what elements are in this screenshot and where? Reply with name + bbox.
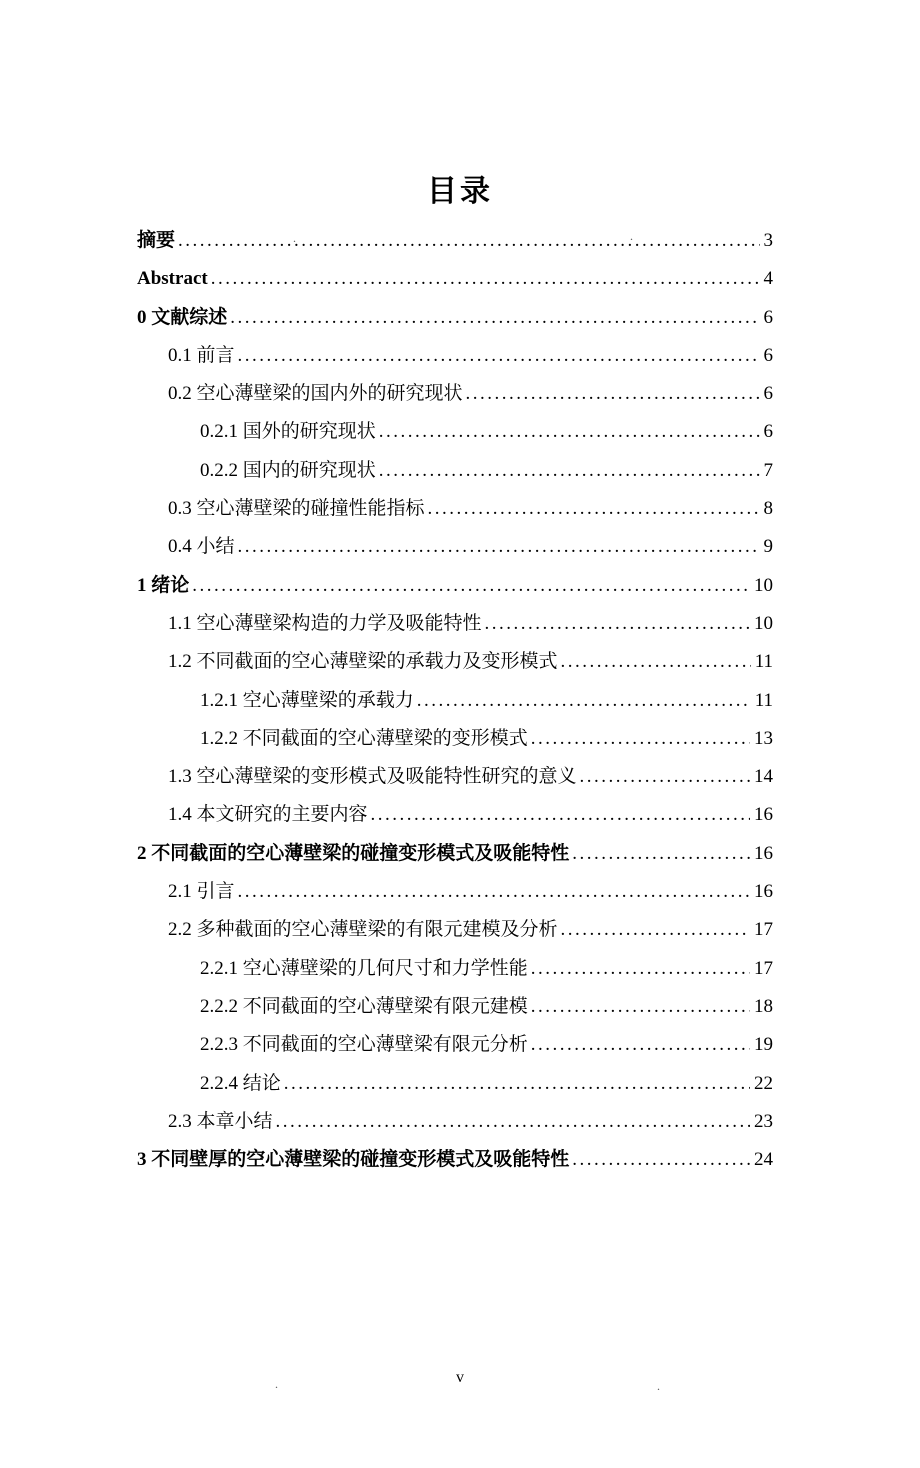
table-of-contents bbox=[137, 222, 773, 1179]
stray-mark: . bbox=[275, 1377, 278, 1391]
toc-entry-label: 0 文献综述 bbox=[137, 306, 228, 328]
toc-entry-page: 9 bbox=[763, 536, 773, 558]
toc-entry[interactable] bbox=[137, 337, 773, 375]
toc-entry[interactable] bbox=[137, 490, 773, 528]
toc-leader-dots bbox=[379, 452, 760, 490]
toc-entry-label: 2.3 本章小结 bbox=[168, 1110, 273, 1132]
toc-leader-dots bbox=[531, 988, 750, 1026]
toc-entry-label: 1.1 空心薄壁梁构造的力学及吸能特性 bbox=[168, 612, 482, 634]
toc-entry-page: 11 bbox=[754, 651, 773, 673]
toc-entry-label: 1.2 不同截面的空心薄壁梁的承载力及变形模式 bbox=[168, 651, 558, 673]
page-footer-number: v bbox=[456, 1369, 464, 1386]
toc-entry-page: 17 bbox=[754, 919, 773, 941]
toc-entry-label: 0.2.2 国内的研究现状 bbox=[200, 459, 376, 481]
toc-leader-dots bbox=[230, 299, 759, 337]
toc-entry-page: 18 bbox=[754, 995, 773, 1017]
toc-leader-dots bbox=[531, 950, 750, 988]
toc-entry-page: 3 bbox=[763, 230, 773, 251]
toc-entry-page: 11 bbox=[754, 689, 773, 711]
toc-entry[interactable] bbox=[137, 528, 773, 566]
page-title: 目录 bbox=[427, 175, 493, 208]
toc-leader-dots bbox=[466, 375, 760, 413]
toc-entry-label: 1.2.2 不同截面的空心薄壁梁的变形模式 bbox=[200, 727, 528, 749]
toc-entry-page: 13 bbox=[754, 727, 773, 749]
toc-entry-page: 8 bbox=[763, 498, 773, 520]
toc-leader-dots bbox=[192, 567, 750, 605]
toc-entry-label: 0.3 空心薄壁梁的碰撞性能指标 bbox=[168, 498, 425, 520]
toc-entry-page: 7 bbox=[763, 459, 773, 481]
toc-entry-page: 17 bbox=[754, 957, 773, 979]
toc-entry[interactable] bbox=[137, 758, 773, 796]
toc-entry[interactable] bbox=[137, 796, 773, 834]
toc-entry-page: 16 bbox=[754, 842, 773, 864]
toc-entry[interactable] bbox=[137, 1065, 773, 1103]
toc-entry[interactable] bbox=[137, 988, 773, 1026]
toc-entry[interactable] bbox=[137, 222, 773, 260]
toc-leader-dots bbox=[238, 873, 750, 911]
toc-entry-label: 2.1 引言 bbox=[168, 881, 235, 903]
toc-leader-dots bbox=[211, 260, 760, 298]
toc-entry-page: 6 bbox=[763, 383, 773, 405]
toc-leader-dots bbox=[485, 605, 750, 643]
toc-entry[interactable] bbox=[137, 911, 773, 949]
stray-mark: . bbox=[630, 229, 633, 243]
toc-entry[interactable] bbox=[137, 643, 773, 681]
toc-entry-page: 19 bbox=[754, 1034, 773, 1056]
toc-leader-dots bbox=[572, 835, 750, 873]
toc-entry[interactable] bbox=[137, 950, 773, 988]
toc-entry[interactable] bbox=[137, 413, 773, 451]
toc-entry[interactable] bbox=[137, 835, 773, 873]
toc-entry[interactable] bbox=[137, 260, 773, 298]
toc-entry-label: 2.2 多种截面的空心薄壁梁的有限元建模及分析 bbox=[168, 919, 558, 941]
toc-entry[interactable] bbox=[137, 299, 773, 337]
toc-entry-label: 1.2.1 空心薄壁梁的承载力 bbox=[200, 689, 414, 711]
toc-entry-label: 0.2.1 国外的研究现状 bbox=[200, 421, 376, 443]
toc-leader-dots bbox=[379, 413, 760, 451]
toc-entry-label: 0.4 小结 bbox=[168, 536, 235, 558]
toc-entry[interactable] bbox=[137, 605, 773, 643]
toc-entry-label: 0.1 前言 bbox=[168, 344, 235, 366]
toc-entry-page: 10 bbox=[754, 612, 773, 634]
toc-entry-label: 摘要 bbox=[137, 230, 176, 251]
toc-entry[interactable] bbox=[137, 452, 773, 490]
toc-entry[interactable] bbox=[137, 1141, 773, 1179]
toc-entry-page: 6 bbox=[763, 421, 773, 443]
toc-entry-label: 2 不同截面的空心薄壁梁的碰撞变形模式及吸能特性 bbox=[137, 842, 570, 864]
toc-entry[interactable] bbox=[137, 567, 773, 605]
toc-entry-page: 16 bbox=[754, 881, 773, 903]
toc-leader-dots bbox=[371, 796, 750, 834]
toc-leader-dots bbox=[238, 528, 760, 566]
toc-entry-label: 1.4 本文研究的主要内容 bbox=[168, 804, 368, 826]
toc-entry[interactable] bbox=[137, 1103, 773, 1141]
toc-entry-page: 16 bbox=[754, 804, 773, 826]
toc-entry-label: 3 不同壁厚的空心薄壁梁的碰撞变形模式及吸能特性 bbox=[137, 1149, 570, 1171]
stray-mark: . bbox=[657, 1379, 660, 1393]
toc-entry-page: 22 bbox=[754, 1072, 773, 1094]
toc-entry-page: 4 bbox=[763, 268, 773, 290]
toc-leader-dots bbox=[238, 337, 760, 375]
toc-entry-page: 23 bbox=[754, 1110, 773, 1132]
toc-entry[interactable] bbox=[137, 873, 773, 911]
stray-mark: . bbox=[293, 231, 296, 245]
toc-leader-dots bbox=[276, 1103, 750, 1141]
toc-entry-page: 14 bbox=[754, 766, 773, 788]
toc-leader-dots bbox=[572, 1141, 750, 1179]
toc-entry[interactable] bbox=[137, 375, 773, 413]
toc-entry-page: 24 bbox=[754, 1149, 773, 1171]
toc-entry[interactable] bbox=[137, 720, 773, 758]
toc-entry[interactable] bbox=[137, 682, 773, 720]
document-page bbox=[0, 166, 920, 1468]
toc-leader-dots bbox=[284, 1065, 750, 1103]
toc-entry-label: 2.2.2 不同截面的空心薄壁梁有限元建模 bbox=[200, 995, 528, 1017]
toc-leader-dots bbox=[531, 1026, 750, 1064]
toc-entry[interactable] bbox=[137, 1026, 773, 1064]
toc-entry-label: 0.2 空心薄壁梁的国内外的研究现状 bbox=[168, 383, 463, 405]
toc-entry-page: 6 bbox=[763, 344, 773, 366]
toc-entry-label: Abstract bbox=[137, 268, 208, 290]
toc-entry-label: 1.3 空心薄壁梁的变形模式及吸能特性研究的意义 bbox=[168, 766, 577, 788]
toc-leader-dots bbox=[417, 682, 751, 720]
toc-entry-page: 10 bbox=[754, 574, 773, 596]
toc-entry-page: 6 bbox=[763, 306, 773, 328]
toc-leader-dots bbox=[561, 643, 751, 681]
toc-leader-dots bbox=[531, 720, 750, 758]
toc-leader-dots bbox=[428, 490, 760, 528]
toc-leader-dots bbox=[580, 758, 750, 796]
toc-leader-dots bbox=[561, 911, 750, 949]
toc-entry-label: 2.2.1 空心薄壁梁的几何尺寸和力学性能 bbox=[200, 957, 528, 979]
toc-entry-label: 2.2.4 结论 bbox=[200, 1072, 281, 1094]
toc-entry-label: 2.2.3 不同截面的空心薄壁梁有限元分析 bbox=[200, 1034, 528, 1056]
toc-leader-dots bbox=[178, 222, 759, 260]
toc-entry-label: 1 绪论 bbox=[137, 574, 190, 596]
